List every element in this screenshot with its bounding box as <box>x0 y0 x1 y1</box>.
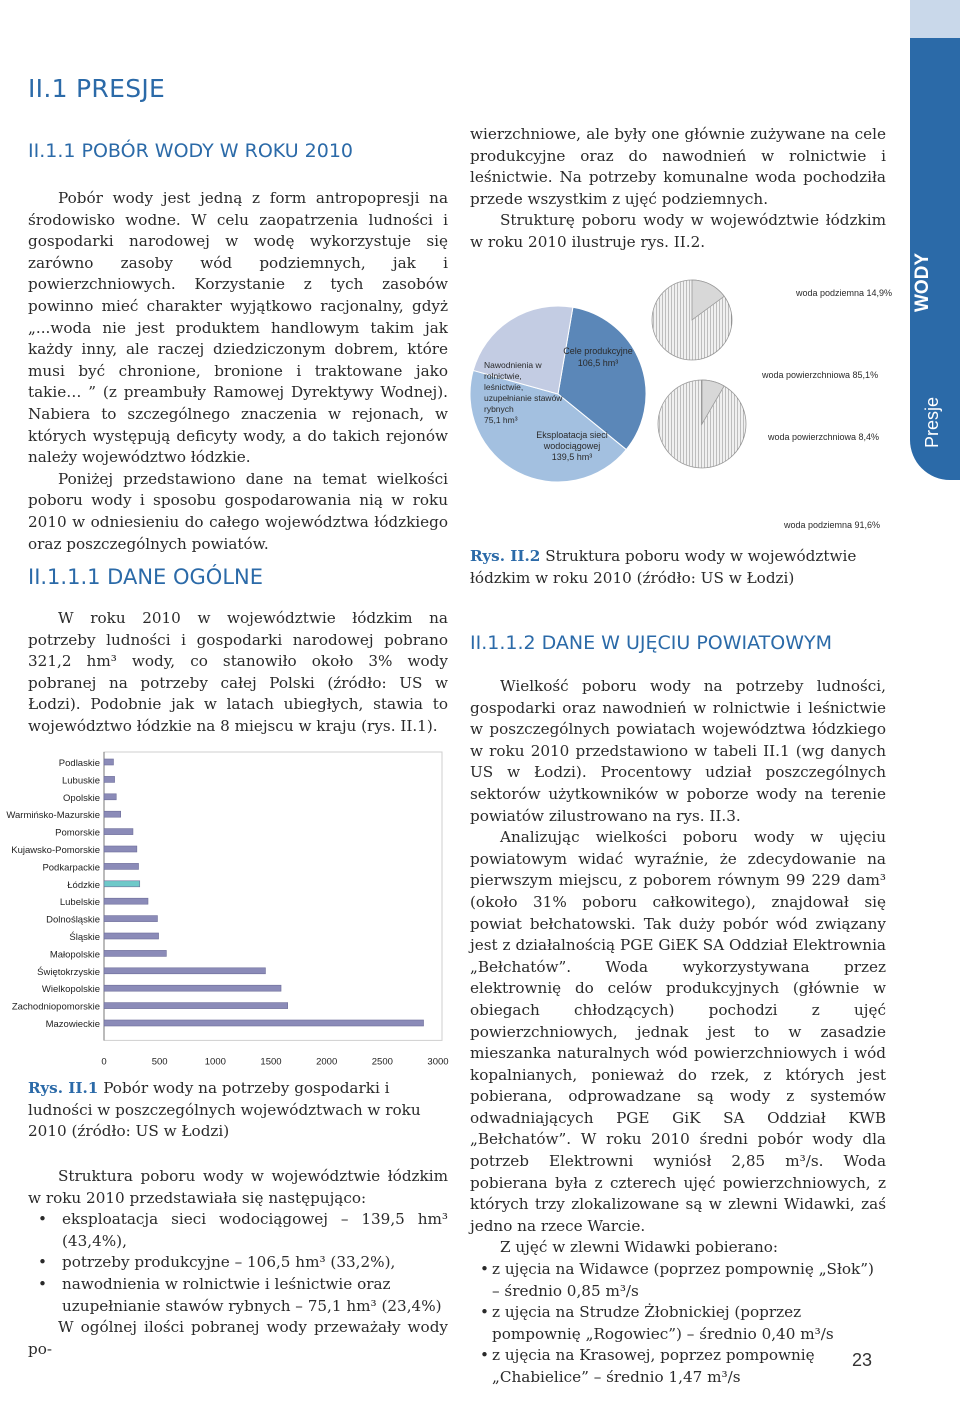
bar-category-label: Świętokrzyskie <box>37 966 100 978</box>
fig2-caption-label: Rys. II.2 <box>470 547 541 565</box>
right-paragraph: Strukturę poboru wody w województwie łódzkim w roku 2010 ilustruje rys. II.2. <box>470 211 886 251</box>
bar-category-label: Łódzkie <box>67 879 100 891</box>
structure-intro: Struktura poboru wody w województwie łódzkim w roku 2010 przedstawiała się następująco: <box>28 1167 448 1207</box>
bar <box>104 863 139 869</box>
bar <box>104 811 121 817</box>
bar <box>104 846 137 852</box>
x-tick-label: 500 <box>151 1056 168 1068</box>
fig1-caption-label: Rys. II.1 <box>28 1079 99 1097</box>
fig2-caption-text: Struktura poboru wody w województwie łódzkim w roku 2010 (źródło: US w Łodzi) <box>470 547 857 587</box>
list-item: • nawodnienia w rolnictwie i leśnictwie oraz uzupełnianie stawów rybnych – 75,1 hm³ (23,4%) <box>28 1274 448 1317</box>
list-item: • eksploatacja sieci wodociągowej – 139,5 hm³ (43,4%), <box>28 1209 448 1252</box>
pie-slice-value: 139,5 hm³ <box>551 452 593 462</box>
fig2-pie-chart <box>470 270 900 540</box>
structure-text <box>28 1166 448 1360</box>
bar-category-label: Śląskie <box>69 932 100 943</box>
page-number: 23 <box>852 1350 873 1370</box>
fig1-caption <box>28 1078 452 1143</box>
pie-slice-value: 106,5 hm³ <box>577 358 619 368</box>
chapter-tab <box>910 0 960 480</box>
pie-annotation: woda powierzchniowa 8,4% <box>768 432 880 442</box>
pie-slice-label: Eksploatacja sieci wodociągowej <box>536 430 608 451</box>
list-item: • z ujęcia na Krasowej, poprzez pompownię „Chabielice” – średnio 1,47 m³/s <box>470 1345 886 1388</box>
fig2-caption <box>470 546 890 589</box>
fig1-bar-chart <box>0 750 460 1076</box>
structure-outro: W ogólnej ilości pobranej wody przeważały wody po- <box>28 1318 448 1358</box>
pie-annotation: woda podziemna 14,9% <box>796 288 893 298</box>
heading-general-data: II.1.1.1 DANE OGÓLNE <box>28 565 263 589</box>
bar <box>104 794 116 800</box>
section-tab-label: Presje <box>922 396 942 448</box>
plot-frame <box>104 752 442 1040</box>
pie-slice-value: 75,1 hm³ <box>484 415 518 425</box>
intro-paragraph: Poniżej przedstawiono dane na temat wielkości poboru wody i sposobu gospodarowania nią w roku 2010 w odniesieniu do całego województwa łódzkiego oraz poszczególnych powiatów. <box>28 469 448 553</box>
structure-list <box>28 1209 448 1317</box>
bar <box>104 1020 424 1026</box>
bar-category-label: Lubelskie <box>59 897 100 909</box>
pie-annotation: woda podziemna 91,6% <box>784 520 881 530</box>
bar-category-label: Małopolskie <box>49 949 100 961</box>
x-tick-label: 2000 <box>316 1056 338 1068</box>
list-item: • z ujęcia na Widawce (poprzez pompownię „Słok”) – średnio 0,85 m³/s <box>470 1259 886 1302</box>
bar <box>104 829 133 835</box>
x-tick-label: 3000 <box>427 1056 449 1068</box>
bar-category-label: Opolskie <box>63 792 100 804</box>
county-paragraph: Z ujęć w zlewni Widawki pobierano: <box>500 1238 778 1257</box>
bar <box>104 759 113 765</box>
bar-category-label: Zachodniopomorskie <box>11 1001 100 1013</box>
pie-slice-label: Cele produkcyjne <box>563 346 633 356</box>
bar <box>104 776 115 782</box>
intro-text <box>28 188 448 555</box>
bar-category-label: Dolnośląskie <box>46 914 100 926</box>
bar-category-label: Podlaskie <box>58 758 100 769</box>
x-tick-label: 2500 <box>371 1056 393 1068</box>
list-item: • z ujęcia na Strudze Żłobnickiej (poprzez pompownię „Rogowiec”) – średnio 0,40 m³/s <box>470 1302 886 1345</box>
section-title: II.1 PRESJE <box>28 74 166 103</box>
general-paragraph: W roku 2010 w województwie łódzkim na potrzeby ludności i gospodarki narodowej pobrano 321,2 hm³ wody, co stanowiło około 3% wody pobranej na potrzeby całej Polski (źródło: US w Łodzi). Podobnie jak w latach ubiegłych, stawia to województwo łódzkie na 8 miejscu w kraju (rys. II.1). <box>28 609 448 735</box>
bar <box>104 898 148 904</box>
subsection-title: II.1.1 POBÓR WODY W ROKU 2010 <box>28 140 354 162</box>
bar <box>104 985 281 991</box>
bar-category-label: Wielkopolskie <box>41 984 100 996</box>
county-paragraph: Analizując wielkości poboru wody w ujęciu powiatowym widać wyraźnie, że zdecydowanie na pierwszym miejscu, z poborem równym 99 229 dam³ (około 31% poboru całkowitego), znajdował się powiat bełchatowski. Tak duży pobór wód związany jest z działalnością PGE GiEK SA Oddział Elektrownia „Bełchatów”. Woda wykorzystywana przez elektrownię do celów produkcyjnych (głównie w obiegach chłodzących) pochodzi z ujęć powierzchniowych, jednak jest to w zasadzie mieszanka naturalnych wód powierzchniowych i wód kopalnianych, ponieważ do rzek, z których jest pobierana, odprowadzane są wody z systemów odwadniających PGE GiK SA Oddział KWB „Bełchatów”. W roku 2010 średni pobór wody dla potrzeb Elektrowni wyniósł 2,85 m³/s. Woda pobierana była z czterech ujęć powierzchniowych, z których trzy zlokalizowane są w zlewni Widawki, zaś jedno na rzece Warcie. <box>470 828 886 1235</box>
bar <box>104 916 157 922</box>
pie-annotation: woda powierzchniowa 85,1% <box>762 370 879 380</box>
bar <box>104 950 166 956</box>
bar-category-label: Kujawsko-Pomorskie <box>11 845 100 856</box>
pie-slice-label: Nawodnienia w rolnictwie, leśnictwie, uzupełnianie stawów rybnych <box>484 360 563 414</box>
county-list <box>470 1259 886 1389</box>
x-tick-label: 1000 <box>204 1056 226 1068</box>
general-text <box>28 608 448 738</box>
right-paragraph: wierzchniowe, ale były one głównie zużywane na cele produkcyjne oraz do nawodnień w rolnictwie i leśnictwie. Na potrzeby komunalne woda pochodziła przede wszystkim z ujęć podziemnych. <box>470 125 886 208</box>
county-text <box>470 676 886 1389</box>
bar <box>104 1003 288 1009</box>
county-paragraph: Wielkość poboru wody na potrzeby ludności, gospodarki oraz nawodnień w rolnictwie i leśnictwie w poszczególnych powiatach województwa łódzkiego w roku 2010 przedstawiono w tabeli II.1 (wg danych US w Łodzi). Procentowy udział poszczególnych sektorów użytkowników w poborze wody na terenie powiatów zilustrowano na rys. II.3. <box>470 677 886 825</box>
bar-category-label: Mazowieckie <box>45 1019 100 1030</box>
fig1-caption-text: Pobór wody na potrzeby gospodarki i ludności w poszczególnych województwach w roku 2010 (źródło: US w Łodzi) <box>28 1079 421 1141</box>
list-item: • potrzeby produkcyjne – 106,5 hm³ (33,2%), <box>28 1252 448 1274</box>
bar-category-label: Podkarpackie <box>42 862 100 874</box>
chapter-tab-top <box>910 0 960 38</box>
intro-paragraph: Pobór wody jest jedną z form antropopresji na środowisko wodne. W celu zaopatrzenia ludności i gospodarki narodowej w wodę wykorzystuje się zarówno zasoby wód podziemnych, jak i powierzchniowych. Korzystanie z tych zasobów powinno mieć charakter wyjątkowo racjonalny, gdyż „...woda nie jest produktem handlowym takim jak każdy inny, ale raczej dziedziczonym dobrem, które musi być chronione, bronione i traktowane jako takie… ” (z preambuły Ramowej Dyrektywy Wodnej). Nabiera to szczególnego znaczenia w rejonach, w których występują deficyty wody, a do takich rejonów należy województwo łódzkie. <box>28 189 448 467</box>
heading-county-data: II.1.1.2 DANE W UJĘCIU POWIATOWYM <box>470 632 833 654</box>
bar <box>104 933 159 939</box>
bar-category-label: Pomorskie <box>55 827 100 839</box>
bar <box>104 881 140 887</box>
right-top-text <box>470 124 886 254</box>
chapter-tab-label: WODY <box>912 252 933 312</box>
bar-category-label: Warmińsko-Mazurskie <box>6 810 100 822</box>
x-tick-label: 0 <box>101 1056 107 1068</box>
bar <box>104 968 265 974</box>
bar-category-label: Lubuskie <box>61 775 100 787</box>
x-tick-label: 1500 <box>260 1056 282 1068</box>
